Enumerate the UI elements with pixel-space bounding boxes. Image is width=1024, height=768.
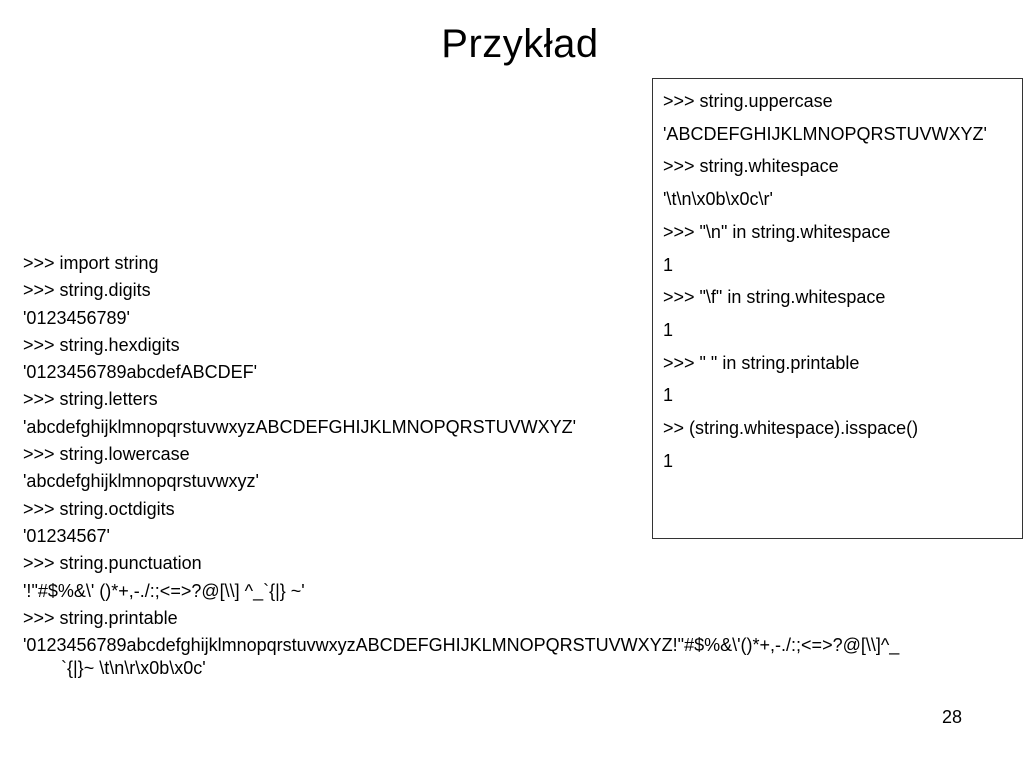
code-line: '01234567'	[23, 525, 110, 546]
code-line: 1	[663, 385, 674, 406]
code-line: '\t\n\x0b\x0c\r'	[663, 189, 773, 210]
code-line: >> (string.whitespace).isspace()	[663, 418, 919, 439]
code-line: '0123456789abcdefABCDEF'	[23, 362, 258, 383]
code-line: >>> string.octdigits	[23, 498, 175, 519]
code-line: 'ABCDEFGHIJKLMNOPQRSTUVWXYZ'	[663, 123, 987, 144]
code-line: >>> import string	[23, 253, 159, 273]
code-line: >>> string.hexdigits	[23, 334, 180, 355]
code-line: >>> string.punctuation	[23, 553, 202, 574]
code-line: >>> string.whitespace	[663, 156, 839, 177]
code-line: 'abcdefghijklmnopqrstuvwxyzABCDEFGHIJKLMNOPQRSTUVWXYZ'	[23, 416, 577, 437]
code-line: '!"#$%&\' ()*+,-./:;<=>?@[\\] ^_`{|} ~'	[23, 580, 305, 601]
code-line: >>> string.uppercase	[663, 91, 833, 111]
code-line: 1	[663, 319, 674, 340]
code-line: >>> "\n" in string.whitespace	[663, 221, 891, 242]
code-line: >>> "\f" in string.whitespace	[663, 287, 886, 308]
code-line: >>> " " in string.printable	[663, 352, 860, 373]
code-line: 'abcdefghijklmnopqrstuvwxyz'	[23, 471, 259, 492]
code-line: >>> string.lowercase	[23, 444, 190, 465]
code-line: 1	[663, 254, 674, 275]
code-line-wrapped: '0123456789abcdefghijklmnopqrstuvwxyzABCDEFGHIJKLMNOPQRSTUVWXYZ!"#$%&\'()*+,-./:;<=>?@[\\]^_`{|}~ \t\n\r\x0b\x0c'	[23, 635, 900, 679]
code-line: 1	[663, 450, 674, 471]
slide-title: Przykład	[441, 22, 599, 66]
page-number: 28	[941, 707, 962, 727]
code-line: >>> string.digits	[23, 280, 151, 301]
code-listing-box-right	[652, 78, 1023, 539]
code-line: '0123456789'	[23, 307, 130, 328]
code-line: >>> string.letters	[23, 389, 158, 410]
code-line: >>> string.printable	[23, 607, 178, 628]
